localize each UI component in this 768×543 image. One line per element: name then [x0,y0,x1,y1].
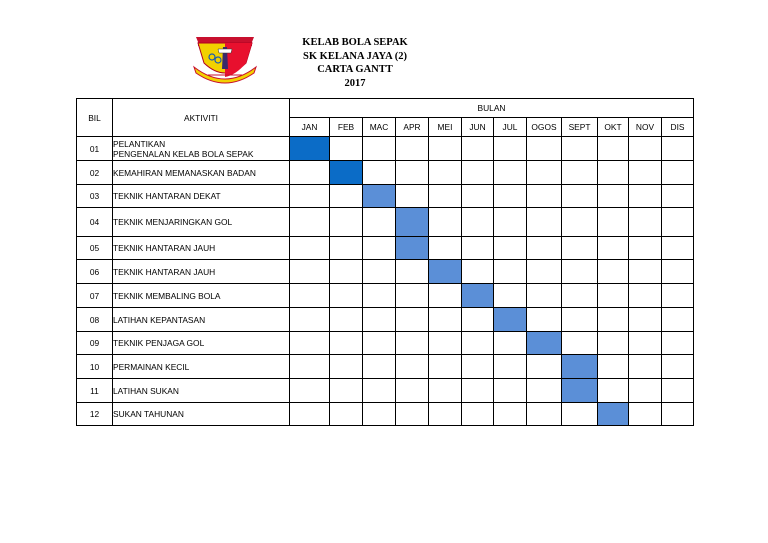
gantt-cell [662,308,694,332]
activity-name: TEKNIK HANTARAN DEKAT [113,185,290,208]
gantt-cell [462,237,494,260]
table-row [77,137,694,161]
table-row [77,161,694,185]
gantt-cell [598,185,629,208]
table-row [77,185,694,208]
activity-name: LATIHAN SUKAN [113,379,290,403]
gantt-cell [330,260,363,284]
activity-name: LATIHAN KEPANTASAN [113,308,290,332]
gantt-cell [629,403,662,426]
month-header-ogos: OGOS [527,118,562,137]
gantt-cell [330,308,363,332]
gantt-bar [562,379,598,403]
activity-name-line: PENGENALAN KELAB BOLA SEPAK [113,148,254,159]
gantt-cell [494,137,527,161]
gantt-cell [363,237,396,260]
gantt-cell [527,355,562,379]
gantt-body [77,137,694,426]
gantt-cell [494,161,527,185]
gantt-cell [527,208,562,237]
gantt-bar [330,161,363,185]
gantt-cell [629,260,662,284]
gantt-bar [396,208,429,237]
gantt-cell [629,308,662,332]
gantt-cell [598,284,629,308]
row-number: 04 [77,208,113,237]
gantt-cell [462,185,494,208]
gantt-cell [598,208,629,237]
gantt-cell [598,137,629,161]
month-header-apr: APR [396,118,429,137]
activity-name: SUKAN TAHUNAN [113,403,290,426]
gantt-bar [562,355,598,379]
gantt-cell [429,403,462,426]
gantt-cell [290,185,330,208]
gantt-cell [290,237,330,260]
activity-name: TEKNIK PENJAGA GOL [113,332,290,355]
activity-name: TEKNIK MEMBALING BOLA [113,284,290,308]
gantt-bar [462,284,494,308]
gantt-cell [290,260,330,284]
gantt-cell [562,185,598,208]
table-row [77,284,694,308]
table-row [77,355,694,379]
table-row [77,237,694,260]
gantt-cell [494,284,527,308]
gantt-cell [462,379,494,403]
gantt-cell [494,185,527,208]
gantt-cell [562,332,598,355]
gantt-cell [396,161,429,185]
gantt-bar [396,237,429,260]
gantt-cell [598,355,629,379]
gantt-cell [527,308,562,332]
gantt-cell [290,403,330,426]
gantt-cell [462,332,494,355]
gantt-cell [330,185,363,208]
gantt-cell [662,185,694,208]
gantt-cell [662,403,694,426]
gantt-cell [629,185,662,208]
gantt-cell [330,284,363,308]
gantt-cell [396,284,429,308]
table-row [77,403,694,426]
gantt-cell [562,284,598,308]
gantt-cell [598,237,629,260]
column-header-bil: BIL [77,99,113,137]
gantt-cell [330,332,363,355]
gantt-cell [462,161,494,185]
school-crest-icon [190,33,260,85]
gantt-cell [429,137,462,161]
gantt-cell [562,403,598,426]
gantt-cell [290,308,330,332]
row-number: 11 [77,379,113,403]
column-header-aktiviti: AKTIVITI [113,99,290,137]
gantt-cell [527,161,562,185]
activity-name-line: PELANTIKAN [113,138,166,149]
gantt-bar [363,185,396,208]
gantt-cell [429,284,462,308]
month-header-jul: JUL [494,118,527,137]
activity-name: TEKNIK MENJARINGKAN GOL [113,208,290,237]
table-row [77,260,694,284]
gantt-cell [462,208,494,237]
gantt-cell [290,284,330,308]
gantt-cell [429,208,462,237]
gantt-bar [527,332,562,355]
gantt-cell [598,161,629,185]
gantt-cell [290,208,330,237]
gantt-cell [429,161,462,185]
gantt-bar [598,403,629,426]
gantt-cell [330,379,363,403]
gantt-cell [290,379,330,403]
gantt-cell [363,284,396,308]
gantt-cell [527,379,562,403]
gantt-cell [662,161,694,185]
gantt-cell [363,355,396,379]
gantt-cell [396,355,429,379]
column-header-bulan: BULAN [290,99,694,118]
row-number: 01 [77,137,113,161]
table-row [77,379,694,403]
heading-year: 2017 [344,77,366,89]
gantt-cell [598,260,629,284]
gantt-cell [562,137,598,161]
table-row [77,332,694,355]
gantt-cell [429,237,462,260]
activity-name: TEKNIK HANTARAN JAUH [113,237,290,260]
table-row [77,208,694,237]
heading-chart-title: CARTA GANTT [317,64,393,75]
gantt-cell [662,237,694,260]
heading-school-name: SK KELANA JAYA (2) [303,50,407,62]
gantt-cell [290,355,330,379]
gantt-cell [363,308,396,332]
gantt-cell [462,308,494,332]
gantt-bar [494,308,527,332]
gantt-cell [330,137,363,161]
gantt-cell [462,260,494,284]
table-row [77,308,694,332]
activity-name: KEMAHIRAN MEMANASKAN BADAN [113,161,290,185]
gantt-cell [629,379,662,403]
gantt-cell [494,403,527,426]
gantt-cell [396,403,429,426]
gantt-cell [494,208,527,237]
gantt-cell [662,355,694,379]
gantt-cell [363,332,396,355]
month-header-mei: MEI [429,118,462,137]
gantt-cell [527,284,562,308]
gantt-cell [396,379,429,403]
gantt-cell [396,260,429,284]
row-number: 08 [77,308,113,332]
row-number: 03 [77,185,113,208]
month-header-jun: JUN [462,118,494,137]
activity-name: TEKNIK HANTARAN JAUH [113,260,290,284]
gantt-cell [598,332,629,355]
month-header-sept: SEPT [562,118,598,137]
gantt-cell [494,260,527,284]
gantt-cell [629,208,662,237]
gantt-cell [462,403,494,426]
gantt-table [76,98,694,426]
gantt-cell [527,137,562,161]
gantt-cell [527,237,562,260]
gantt-cell [494,332,527,355]
gantt-cell [562,260,598,284]
gantt-cell [598,379,629,403]
gantt-cell [562,237,598,260]
row-number: 02 [77,161,113,185]
gantt-cell [330,403,363,426]
gantt-cell [330,237,363,260]
month-header-okt: OKT [598,118,629,137]
gantt-cell [429,355,462,379]
activity-name: PERMAINAN KECIL [113,355,290,379]
gantt-cell [598,308,629,332]
gantt-cell [462,355,494,379]
gantt-cell [629,355,662,379]
row-number: 10 [77,355,113,379]
gantt-cell [629,137,662,161]
heading-club-name: KELAB BOLA SEPAK [302,37,408,48]
gantt-bar [429,260,462,284]
month-header-mac: MAC [363,118,396,137]
gantt-cell [527,403,562,426]
gantt-cell [662,379,694,403]
gantt-cell [396,137,429,161]
gantt-cell [429,185,462,208]
row-number: 12 [77,403,113,426]
gantt-cell [462,137,494,161]
row-number: 06 [77,260,113,284]
month-header-dis: DIS [662,118,694,137]
gantt-cell [562,208,598,237]
gantt-cell [662,260,694,284]
gantt-cell [562,161,598,185]
gantt-cell [629,237,662,260]
gantt-cell [429,379,462,403]
gantt-cell [396,308,429,332]
gantt-cell [527,185,562,208]
gantt-cell [494,355,527,379]
gantt-cell [363,208,396,237]
month-header-nov: NOV [629,118,662,137]
row-number: 05 [77,237,113,260]
row-number: 09 [77,332,113,355]
gantt-cell [396,185,429,208]
gantt-cell [429,308,462,332]
gantt-cell [330,355,363,379]
gantt-cell [662,284,694,308]
gantt-cell [363,161,396,185]
gantt-cell [562,308,598,332]
gantt-cell [527,260,562,284]
gantt-cell [662,208,694,237]
month-header-feb: FEB [330,118,363,137]
gantt-cell [363,137,396,161]
row-number: 07 [77,284,113,308]
month-header-jan: JAN [290,118,330,137]
gantt-cell [629,332,662,355]
gantt-cell [629,161,662,185]
gantt-cell [330,208,363,237]
gantt-cell [662,332,694,355]
document-heading [255,36,455,90]
gantt-cell [629,284,662,308]
gantt-bar [290,137,330,161]
gantt-cell [662,137,694,161]
gantt-cell [396,332,429,355]
gantt-cell [494,379,527,403]
gantt-cell [494,237,527,260]
gantt-cell [363,379,396,403]
gantt-cell [290,161,330,185]
gantt-cell [429,332,462,355]
gantt-cell [363,403,396,426]
gantt-cell [290,332,330,355]
activity-name [113,137,290,161]
gantt-cell [363,260,396,284]
